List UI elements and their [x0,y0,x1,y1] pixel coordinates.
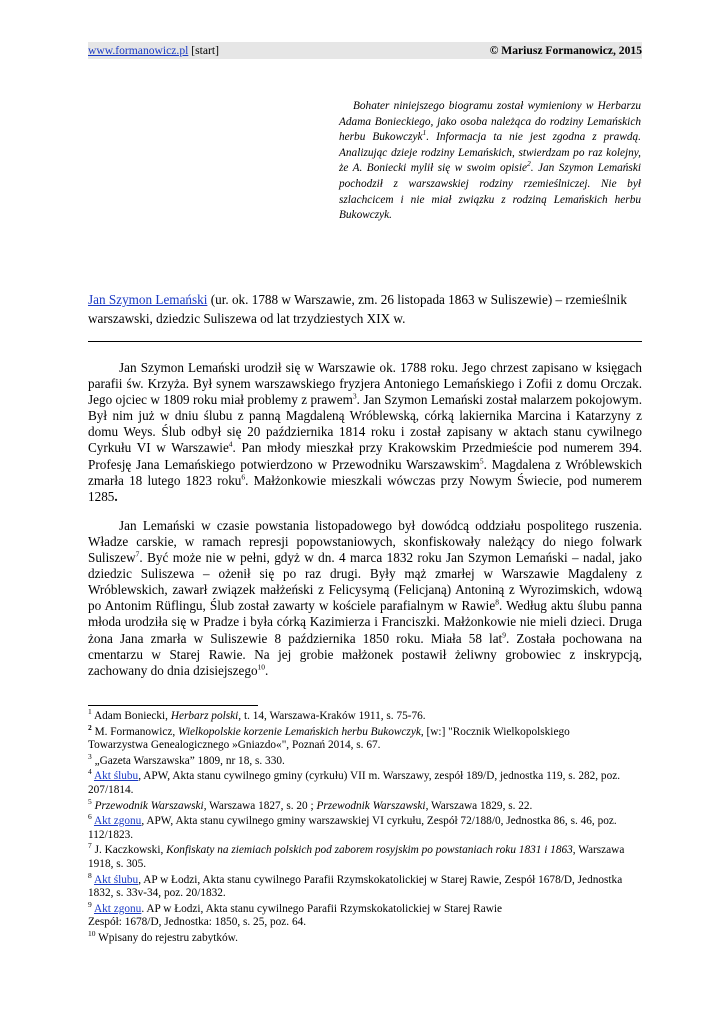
footnote-ref: 7 [135,549,140,559]
footnote-9 [88,899,642,930]
footnote-number: 7 [88,841,92,851]
footnote-ref: 6 [241,472,246,482]
footnote-title: Przewodnik Warszawski [316,799,426,812]
footnote-4 [88,767,642,797]
footnote-6 [88,812,642,842]
footnote-text: , AP w Łodzi, Akta stanu cywilnego Parafii Rzymskokatolickiej w Starej Rawie, Zespół 1678/D, Jednostka 1832, s. 33v-34, poz. 20/1832. [88,873,623,900]
footnote-2 [88,722,642,753]
death-record-link[interactable]: Akt zgonu [93,815,142,828]
footnote-text: J. Kaczkowski, [91,844,167,857]
body-text: . Magdalena z Wróblewskich zmarła 18 lutego 1823 roku [88,456,642,488]
article-body [88,360,642,692]
marriage-record-link[interactable]: Akt ślubu [93,770,139,783]
lead-text: (ur. ok. 1788 w Warszawie, zm. 26 listopada 1863 w Suliszewie) – rzemieślnik warszawski, dziedzic Suliszewa od lat trzydziestych XIX w. [88,292,627,326]
footnote-text: M. Formanowicz, [91,725,179,738]
body-paragraph-2 [88,518,642,679]
site-link[interactable]: www.formanowicz.pl [88,44,189,57]
body-text: . [114,488,118,504]
body-text: . Według aktu ślubu panna młoda urodziła się w Pradze i była córką Kazimierza i Franciszki. Małżonkowie nie mieli dzieci. Druga żona Jana zmarła w Suliszewie 8 października 1850 roku. Miała 58 lat [88,598,642,646]
epigraph-text: Bohater niniejszego biogramu został wymieniony w Herbarzu Adama Bonieckiego, jako osoba należąca do rodziny Lemańskich herbu Bukowczyk [339,100,641,144]
footnote-3 [88,752,642,769]
footnote-ref: 5 [479,456,484,466]
footnote-title: Przewodnik Warszawski [94,799,204,812]
footnote-number: 3 [88,752,92,762]
body-text: . Jan Szymon Lemański został malarzem pokojowym. Był nim już w dniu ślubu z panną Magdaleną Wróblewską, córką lakiernika Marcina i Katarzyny z domu Weys. Ślub odbył się 20 października 1814 roku i został zapisany w aktach stanu cywilnego Cyrkułu VI w Warszawie [88,392,642,456]
footnote-number: 8 [88,870,92,880]
page-header [88,42,642,59]
epigraph-paragraph [339,99,641,224]
footnote-text: Wpisany do rejestru zabytków. [95,931,238,944]
footnote-text: Adam Boniecki, [91,710,171,722]
footnote-number: 5 [88,796,92,806]
footnote-7 [88,841,642,871]
footnote-text: Zespół: 1678/D, Jednostka: 1850, s. 25, poz. 64. [88,916,307,929]
body-text: . Małżonkowie mieszkali wówczas przy Nowym Świecie, pod numerem 1285 [88,472,642,504]
footnote-ref: 1 [422,128,427,138]
footnote-text: , APW, Akta stanu cywilnego gminy warszawskiej VI cyrkułu, Zespół 72/188/0, Jednostka 86, s. 46, poz. 112/1823. [88,815,617,841]
footnote-text: , Warszawa 1827, s. 20 ; [203,799,317,812]
footnote-number: 9 [88,899,92,909]
footnote-10 [88,929,642,946]
footnote-number: 2 [88,722,92,732]
footnote-text: „Gazeta Warszawska” 1809, nr 18, s. 330. [91,754,285,767]
footnote-text: . AP w Łodzi, Akta stanu cywilnego Parafii Rzymskokatolickiej w Starej Rawie [141,902,503,915]
body-text: . [265,662,269,678]
footnote-title: Wielkopolskie korzenie Lemańskich herbu Bukowczyk [178,725,421,738]
footnote-title: Konfiskaty na ziemiach polskich pod zaborem rosyjskim po powstaniach roku 1831 i 1863 [166,844,573,857]
body-paragraph-1 [88,360,642,505]
body-text: Jan Lemański w czasie powstania listopadowego był dowódcą oddziału pospolitego ruszenia. Władze carskie, w ramach represji popowstaniowych, skonfiskowały należący do niego folwark Suliszew [88,517,642,566]
marriage-record-link[interactable]: Akt ślubu [93,873,139,886]
footnote-number: 4 [88,767,92,777]
person-name-link[interactable]: Jan Szymon Lemański [88,292,208,307]
footnote-number: 10 [88,929,96,939]
footnote-ref: 10 [257,662,266,672]
body-text: . Być może nie w pełni, gdyż w dn. 4 marca 1832 roku Jan Szymon Lemański – nadal, jako dziedzic Suliszewa – ożenił się po raz drugi. Były mąż zmarłej w Warszawie Magdaleny z Wróblewskich, zawarł związek małżeński z Felicysymą (Felicjaną) Antoniną z Wyrozimskich, wdową po Antonim Rüflingu, Ślub został zawarty w kościele parafialnym w Rawie [88,550,642,614]
footnote-text: , t. 14, Warszawa-Kraków 1911, s. 75-76. [238,710,426,722]
footnote-number: 1 [88,707,92,717]
body-text: . Pan młody mieszkał przy Krakowskim Przedmieście pod numerem 394. Profesję Jana Lemańskiego potwierdzono w Przewodniku Warszawskim [88,440,642,472]
footnote-text: , Warszawa 1829, s. 22. [425,799,533,812]
footnote-1 [88,707,642,724]
footnote-divider [88,705,258,706]
epigraph [339,99,641,224]
footnote-title: Herbarz polski [170,710,239,722]
footnote-ref: 2 [526,159,531,169]
body-text: . Została pochowana na cmentarzu w Starej Rawie. Na jej grobie małżonek postawił żeliwny grobowiec z inskrypcją, zachowany do dnia dzisiejszego [88,630,642,678]
epigraph-text: . Jan Szymon Lemański pochodził z warszawskiej rodziny rzemieślniczej. Nie był szlachcicem i nie miał związku z rodziną Lemańskich herbu Bukowczyk. [339,162,641,222]
header-left [88,42,219,59]
section-divider [88,341,642,342]
footnote-text: , APW, Akta stanu cywilnego gminy (cyrkułu) VII m. Warszawy, zespół 189/D, jednostka 119, s. 282, poz. 207/1814. [88,770,621,796]
lead-definition [88,290,642,328]
footnotes [88,707,642,948]
footnote-text: , [w:] "Rocznik Wielkopolskiego Towarzystwa Genealogicznego »Gniazdo«", Poznań 2014, s. 67. [88,725,570,752]
footnote-text: , Warszawa 1918, s. 305. [88,844,625,870]
footnote-ref: 8 [495,597,499,607]
start-link[interactable]: [start] [188,44,219,57]
footnote-8 [88,870,642,901]
lead-paragraph [88,290,642,328]
footnote-number: 6 [88,812,92,822]
epigraph-text: . Informacja ta nie jest zgodna z prawdą. Analizując dzieje rodziny Lemańskich, stwierdzam po raz kolejny, że A. Boniecki mylił się w swoim opisie [339,131,641,175]
footnote-ref: 3 [352,391,357,401]
copyright: © Mariusz Formanowicz, 2015 [489,44,642,57]
footnote-5 [88,796,642,814]
death-record-link[interactable]: Akt zgonu [93,902,142,915]
footnote-ref: 4 [228,440,233,450]
body-text: Jan Szymon Lemański urodził się w Warszawie ok. 1788 roku. Jego chrzest zapisano w księgach parafii św. Krzyża. Był synem warszawskiego fryzjera Antoniego Lemańskiego i Zofii z domu Orczak. Jego ojciec w 1809 roku miał problemy z prawem [88,360,642,408]
footnote-ref: 9 [502,630,506,640]
